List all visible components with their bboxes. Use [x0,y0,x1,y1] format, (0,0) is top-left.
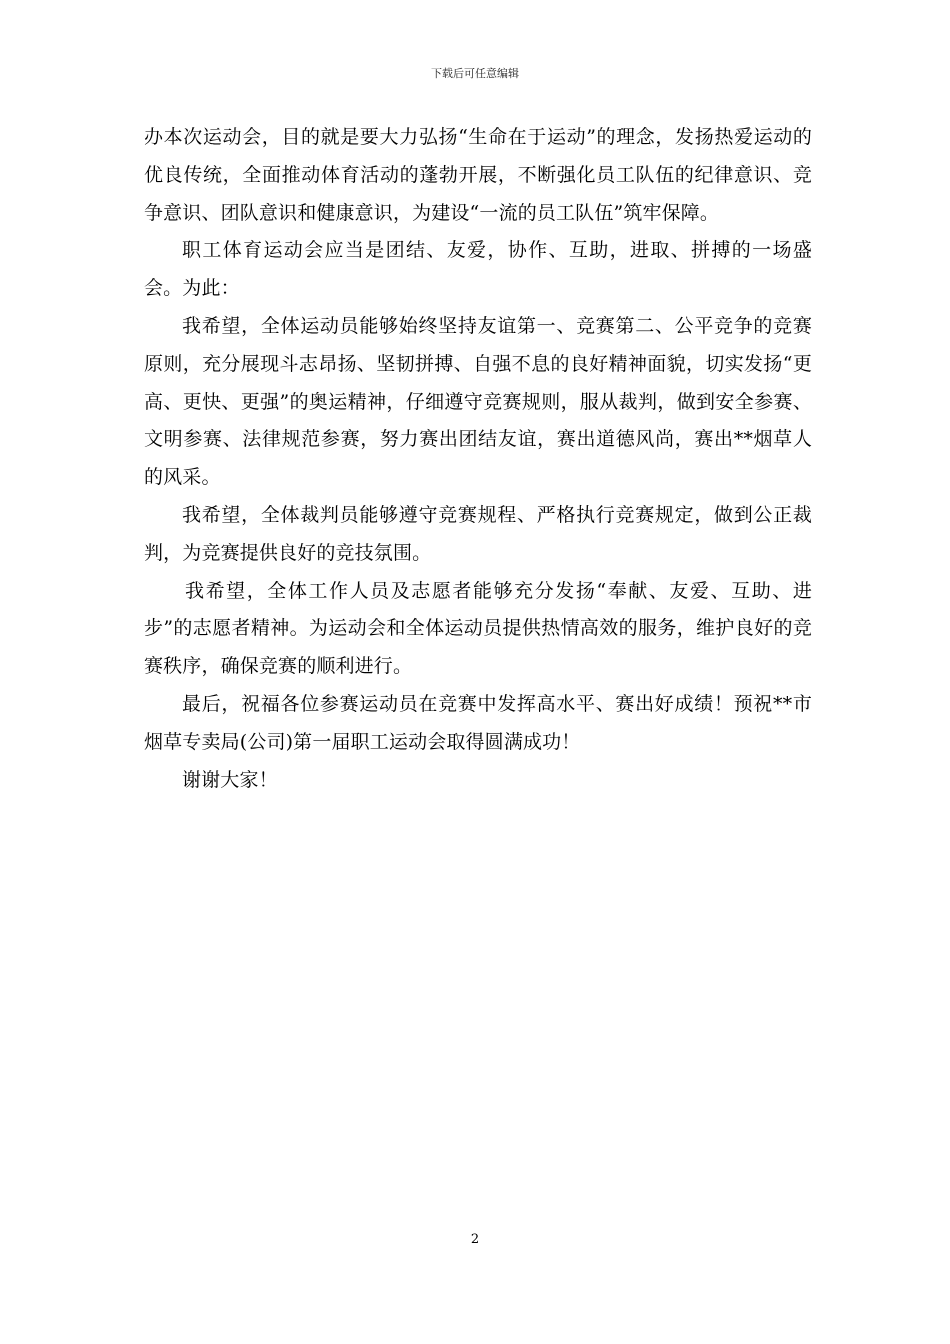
paragraph-continuation: 办本次运动会，目的就是要大力弘扬“生命在于运动”的理念，发扬热爱运动的优良传统，全面推动体育活动的蓬勃开展，不断强化员工队伍的纪律意识、竞争意识、团队意识和健康意识，为建设“一流的员工队伍”筑牢保障。 [144,126,812,224]
paragraph-intro: 职工体育运动会应当是团结、友爱，协作、互助，进取、拼搏的一场盛会。为此： [144,239,812,300]
paragraph-closing: 最后，祝福各位参赛运动员在竞赛中发挥高水平、赛出好成绩！预祝**市烟草专卖局(公司)第一届职工运动会取得圆满成功！ [144,692,812,753]
page-number: 2 [470,1232,480,1247]
paragraph-thanks: 谢谢大家！ [182,768,278,791]
paragraph-volunteers: 我希望，全体工作人员及志愿者能够充分发扬“奉献、友爱、互助、进步”的志愿者精神。为运动会和全体运动员提供热情高效的服务，维护良好的竞赛秩序，确保竞赛的顺利进行。 [144,579,812,678]
paragraph-referees: 我希望，全体裁判员能够遵守竞赛规程、严格执行竞赛规定，做到公正裁判，为竞赛提供良好的竞技氛围。 [144,503,812,564]
paragraph-athletes: 我希望，全体运动员能够始终坚持友谊第一、竞赛第二、公平竞争的竞赛原则，充分展现斗志昂扬、坚韧拼搏、自强不息的良好精神面貌，切实发扬“更高、更快、更强”的奥运精神，仔细遵守竞赛规则，服从裁判，做到安全参赛、文明参赛、法律规范参赛，努力赛出团结友谊，赛出道德风尚，赛出**烟草人的风采。 [144,314,812,489]
page-header: 下载后可任意编辑 [431,67,519,80]
document-body [144,119,812,799]
